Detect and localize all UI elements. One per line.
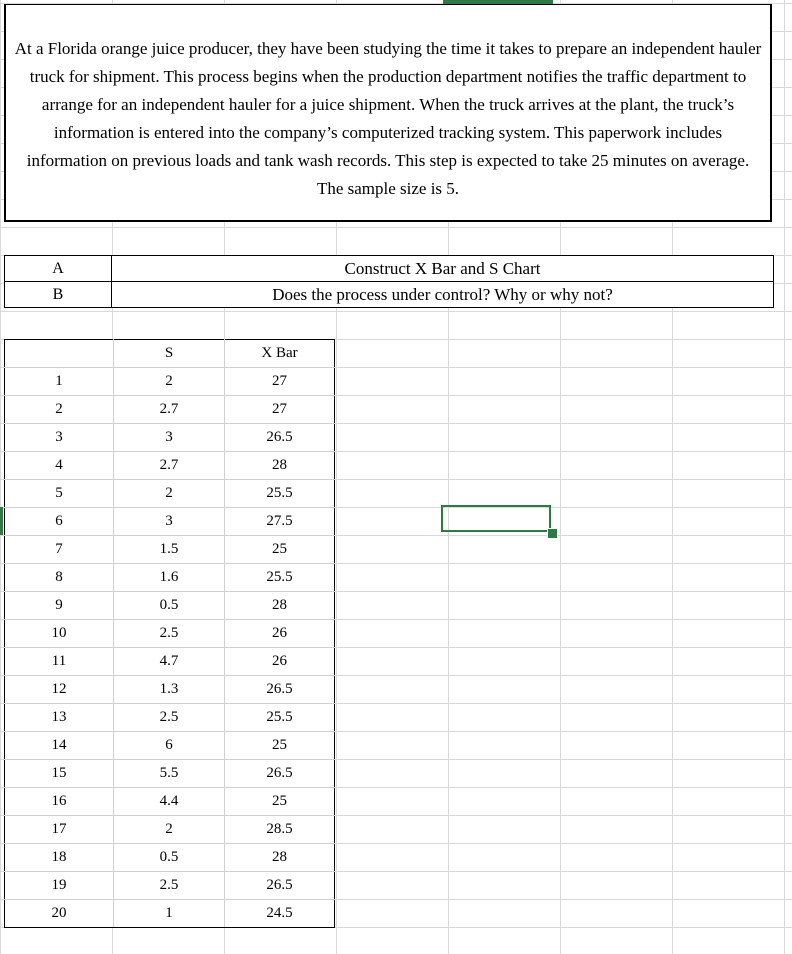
table-row — [5, 452, 335, 480]
s-value-cell[interactable]: 4.7 — [114, 648, 225, 676]
xbar-value-cell[interactable]: 26 — [225, 648, 335, 676]
problem-text-box[interactable] — [4, 4, 772, 222]
s-value-cell[interactable]: 2 — [114, 480, 225, 508]
sample-number-cell[interactable]: 8 — [5, 564, 114, 592]
table-row — [5, 424, 335, 452]
table-row — [5, 844, 335, 872]
xbar-value-cell[interactable]: 27 — [225, 396, 335, 424]
table-row — [5, 536, 335, 564]
sample-number-cell[interactable]: 4 — [5, 452, 114, 480]
s-value-cell[interactable]: 6 — [114, 732, 225, 760]
xbar-value-cell[interactable]: 28 — [225, 844, 335, 872]
sample-number-cell[interactable]: 15 — [5, 760, 114, 788]
s-value-cell[interactable]: 2.7 — [114, 396, 225, 424]
sample-number-cell[interactable]: 14 — [5, 732, 114, 760]
sample-number-cell[interactable]: 11 — [5, 648, 114, 676]
sample-number-cell[interactable]: 19 — [5, 872, 114, 900]
active-row-indicator — [0, 507, 3, 535]
s-value-cell[interactable]: 2.7 — [114, 452, 225, 480]
table-row — [5, 480, 335, 508]
xbar-value-cell[interactable]: 26.5 — [225, 872, 335, 900]
table-row — [5, 760, 335, 788]
sample-number-cell[interactable]: 16 — [5, 788, 114, 816]
table-row — [5, 368, 335, 396]
index-header-cell[interactable] — [5, 340, 114, 368]
xbar-value-cell[interactable]: 28.5 — [225, 816, 335, 844]
s-value-cell[interactable]: 0.5 — [114, 844, 225, 872]
xbar-value-cell[interactable]: 25.5 — [225, 704, 335, 732]
s-value-cell[interactable]: 1.6 — [114, 564, 225, 592]
s-header[interactable]: S — [114, 340, 225, 368]
table-row — [5, 592, 335, 620]
sample-number-cell[interactable]: 20 — [5, 900, 114, 928]
xbar-value-cell[interactable]: 28 — [225, 592, 335, 620]
sample-data-table — [4, 339, 335, 928]
task-label-b[interactable]: B — [5, 282, 112, 308]
fill-handle[interactable] — [547, 528, 558, 539]
s-value-cell[interactable]: 2.5 — [114, 620, 225, 648]
s-value-cell[interactable]: 0.5 — [114, 592, 225, 620]
xbar-value-cell[interactable]: 25 — [225, 732, 335, 760]
xbar-value-cell[interactable]: 25.5 — [225, 564, 335, 592]
selected-cell[interactable] — [441, 505, 551, 532]
s-value-cell[interactable]: 2 — [114, 368, 225, 396]
table-row — [5, 564, 335, 592]
table-row — [5, 872, 335, 900]
table-row — [5, 508, 335, 536]
sample-number-cell[interactable]: 2 — [5, 396, 114, 424]
xbar-value-cell[interactable]: 25 — [225, 788, 335, 816]
sample-number-cell[interactable]: 12 — [5, 676, 114, 704]
sample-number-cell[interactable]: 10 — [5, 620, 114, 648]
s-value-cell[interactable]: 3 — [114, 424, 225, 452]
xbar-header[interactable]: X Bar — [225, 340, 335, 368]
table-row — [5, 816, 335, 844]
xbar-value-cell[interactable]: 26.5 — [225, 760, 335, 788]
sample-number-cell[interactable]: 6 — [5, 508, 114, 536]
task-text-b[interactable]: Does the process under control? Why or why not? — [112, 282, 774, 308]
xbar-value-cell[interactable]: 27.5 — [225, 508, 335, 536]
xbar-value-cell[interactable]: 25.5 — [225, 480, 335, 508]
xbar-value-cell[interactable]: 26.5 — [225, 424, 335, 452]
table-row — [5, 620, 335, 648]
table-row — [5, 396, 335, 424]
s-value-cell[interactable]: 1.5 — [114, 536, 225, 564]
sample-number-cell[interactable]: 9 — [5, 592, 114, 620]
task-label-a[interactable]: A — [5, 256, 112, 282]
sample-number-cell[interactable]: 5 — [5, 480, 114, 508]
xbar-value-cell[interactable]: 25 — [225, 536, 335, 564]
sample-number-cell[interactable]: 7 — [5, 536, 114, 564]
table-row — [5, 648, 335, 676]
sample-number-cell[interactable]: 1 — [5, 368, 114, 396]
s-value-cell[interactable]: 4.4 — [114, 788, 225, 816]
s-value-cell[interactable]: 1.3 — [114, 676, 225, 704]
xbar-value-cell[interactable]: 28 — [225, 452, 335, 480]
table-header-row — [5, 340, 335, 368]
sample-number-cell[interactable]: 13 — [5, 704, 114, 732]
sample-number-cell[interactable]: 17 — [5, 816, 114, 844]
s-value-cell[interactable]: 5.5 — [114, 760, 225, 788]
s-value-cell[interactable]: 3 — [114, 508, 225, 536]
table-row — [5, 732, 335, 760]
s-value-cell[interactable]: 1 — [114, 900, 225, 928]
task-table — [4, 255, 774, 308]
s-value-cell[interactable]: 2.5 — [114, 704, 225, 732]
s-value-cell[interactable]: 2.5 — [114, 872, 225, 900]
table-row — [5, 704, 335, 732]
task-text-a[interactable]: Construct X Bar and S Chart — [112, 256, 774, 282]
xbar-value-cell[interactable]: 27 — [225, 368, 335, 396]
task-row-a — [5, 256, 774, 282]
xbar-value-cell[interactable]: 26 — [225, 620, 335, 648]
problem-statement: At a Florida orange juice producer, they have been studying the time it takes to prepare an independent hauler truck for shipment. This process begins when the production department notifies the traffic department to arrange for an independent hauler for a juice shipment. When the truck arrives at the plant, the truck’s information is entered into the company’s computerized tracking system. This paperwork includes information on previous loads and tank wash records. This step is expected to take 25 minutes on average. The sample size is 5. — [14, 39, 762, 198]
sample-number-cell[interactable]: 18 — [5, 844, 114, 872]
task-row-b — [5, 282, 774, 308]
sample-number-cell[interactable]: 3 — [5, 424, 114, 452]
table-row — [5, 788, 335, 816]
table-row — [5, 900, 335, 928]
s-value-cell[interactable]: 2 — [114, 816, 225, 844]
xbar-value-cell[interactable]: 24.5 — [225, 900, 335, 928]
xbar-value-cell[interactable]: 26.5 — [225, 676, 335, 704]
table-row — [5, 676, 335, 704]
